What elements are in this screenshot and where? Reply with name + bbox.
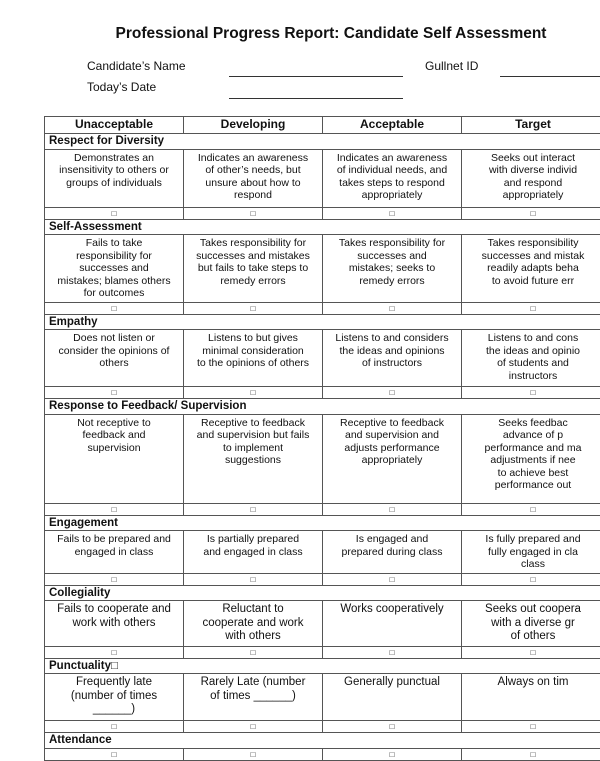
- descriptor-line: mistakes; blames others: [49, 275, 179, 288]
- section-heading-row: [45, 515, 600, 531]
- descriptor-line: respond: [188, 189, 318, 202]
- descriptor-acceptable: [323, 149, 462, 207]
- column-header-target: Target: [462, 117, 600, 134]
- descriptor-line: Fails to take: [49, 237, 179, 250]
- descriptor-developing: [184, 414, 323, 503]
- descriptor-line: to the opinions of others: [188, 357, 318, 370]
- descriptor-line: of other’s needs, but: [188, 164, 318, 177]
- rating-checkbox-unacceptable[interactable]: □: [45, 503, 184, 515]
- descriptor-line: adjustments if nee: [466, 454, 600, 467]
- section-title: Engagement: [45, 515, 600, 531]
- descriptor-line: adjusts performance: [327, 442, 457, 455]
- descriptor-target: [462, 149, 600, 207]
- descriptor-acceptable: [323, 235, 462, 303]
- descriptor-unacceptable: [45, 601, 184, 647]
- descriptor-line: and supervision and: [327, 429, 457, 442]
- rating-checkbox-acceptable[interactable]: □: [323, 207, 462, 219]
- rating-checkbox-target[interactable]: □: [462, 646, 600, 658]
- rating-checkbox-unacceptable[interactable]: □: [45, 573, 184, 585]
- rating-checkbox-acceptable[interactable]: □: [323, 748, 462, 760]
- descriptor-developing: [184, 601, 323, 647]
- descriptor-line: Indicates an awareness: [327, 152, 457, 165]
- descriptor-target: [462, 330, 600, 387]
- descriptor-line: Receptive to feedback: [188, 417, 318, 430]
- descriptor-target: [462, 674, 600, 721]
- descriptor-unacceptable: [45, 414, 184, 503]
- descriptor-line: instructors: [466, 370, 600, 383]
- rating-checkbox-unacceptable[interactable]: □: [45, 207, 184, 219]
- descriptor-developing: [184, 235, 323, 303]
- descriptor-line: Generally punctual: [327, 676, 457, 690]
- rating-checkbox-target[interactable]: □: [462, 503, 600, 515]
- rating-checkbox-target[interactable]: □: [462, 721, 600, 733]
- descriptor-line: but fails to take steps to: [188, 262, 318, 275]
- rating-checkbox-unacceptable[interactable]: □: [45, 721, 184, 733]
- section-heading-row: [45, 314, 600, 330]
- rating-checkbox-acceptable[interactable]: □: [323, 573, 462, 585]
- descriptor-line: Receptive to feedback: [327, 417, 457, 430]
- descriptor-line: readily adapts beha: [466, 262, 600, 275]
- column-header-developing: Developing: [184, 117, 323, 134]
- descriptor-line: Takes responsibility for: [188, 237, 318, 250]
- descriptor-line: Listens to but gives: [188, 332, 318, 345]
- section-heading-row: [45, 658, 600, 674]
- rating-checkbox-unacceptable[interactable]: □: [45, 748, 184, 760]
- descriptor-line: cooperate and work: [188, 617, 318, 631]
- checkbox-row: [45, 573, 600, 585]
- descriptor-line: successes and mistak: [466, 250, 600, 263]
- todays-date-label: Today’s Date: [87, 80, 156, 94]
- descriptor-line: appropriately: [327, 189, 457, 202]
- rating-checkbox-developing[interactable]: □: [184, 302, 323, 314]
- descriptor-line: insensitivity to others or: [49, 164, 179, 177]
- descriptor-line: of times ______): [188, 690, 318, 704]
- descriptor-line: fully engaged in cla: [466, 546, 600, 559]
- rating-checkbox-target[interactable]: □: [462, 207, 600, 219]
- descriptor-line: class: [466, 558, 600, 571]
- section-title: Empathy: [45, 314, 600, 330]
- descriptor-line: of others: [466, 630, 600, 644]
- descriptor-line: minimal consideration: [188, 345, 318, 358]
- rating-checkbox-developing[interactable]: □: [184, 646, 323, 658]
- descriptor-acceptable: [323, 414, 462, 503]
- descriptor-acceptable: [323, 330, 462, 387]
- descriptor-line: Is engaged and: [327, 533, 457, 546]
- descriptor-line: advance of p: [466, 429, 600, 442]
- descriptor-line: appropriately: [466, 189, 600, 202]
- descriptor-line: engaged in class: [49, 546, 179, 559]
- rating-checkbox-developing[interactable]: □: [184, 503, 323, 515]
- rating-checkbox-acceptable[interactable]: □: [323, 721, 462, 733]
- descriptor-line: work with others: [49, 617, 179, 631]
- descriptor-line: supervision: [49, 442, 179, 455]
- descriptor-line: feedback and: [49, 429, 179, 442]
- descriptor-line: successes and mistakes: [188, 250, 318, 263]
- descriptor-line: Seeks out interact: [466, 152, 600, 165]
- descriptor-developing: [184, 330, 323, 387]
- section-title: Respect for Diversity: [45, 134, 600, 150]
- descriptor-unacceptable: [45, 149, 184, 207]
- assessment-rubric-table: [44, 116, 600, 761]
- descriptor-line: (number of times: [49, 690, 179, 704]
- descriptor-line: mistakes; seeks to: [327, 262, 457, 275]
- descriptor-row: [45, 674, 600, 721]
- checkbox-row: [45, 503, 600, 515]
- section-heading-row: [45, 733, 600, 749]
- rating-checkbox-developing[interactable]: □: [184, 573, 323, 585]
- candidate-name-label: Candidate’s Name: [87, 59, 186, 73]
- descriptor-line: Listens to and cons: [466, 332, 600, 345]
- rating-checkbox-target[interactable]: □: [462, 302, 600, 314]
- descriptor-line: takes steps to respond: [327, 177, 457, 190]
- column-header-unacceptable: Unacceptable: [45, 117, 184, 134]
- descriptor-developing: [184, 531, 323, 574]
- descriptor-line: of individual needs, and: [327, 164, 457, 177]
- descriptor-line: with others: [188, 630, 318, 644]
- rating-checkbox-unacceptable[interactable]: □: [45, 646, 184, 658]
- rating-checkbox-target[interactable]: □: [462, 573, 600, 585]
- section-heading-row: [45, 219, 600, 235]
- descriptor-row: [45, 531, 600, 574]
- descriptor-line: suggestions: [188, 454, 318, 467]
- rating-checkbox-developing[interactable]: □: [184, 748, 323, 760]
- descriptor-line: appropriately: [327, 454, 457, 467]
- checkbox-row: [45, 646, 600, 658]
- descriptor-line: Fails to cooperate and: [49, 603, 179, 617]
- descriptor-line: the ideas and opinio: [466, 345, 600, 358]
- descriptor-line: Listens to and considers: [327, 332, 457, 345]
- descriptor-line: and respond: [466, 177, 600, 190]
- rating-checkbox-acceptable[interactable]: □: [323, 646, 462, 658]
- descriptor-line: Demonstrates an: [49, 152, 179, 165]
- descriptor-line: Seeks out coopera: [466, 603, 600, 617]
- descriptor-line: to implement: [188, 442, 318, 455]
- section-title: Punctuality□: [45, 658, 600, 674]
- descriptor-acceptable: [323, 531, 462, 574]
- descriptor-line: remedy errors: [188, 275, 318, 288]
- rating-checkbox-target[interactable]: □: [462, 748, 600, 760]
- descriptor-row: [45, 601, 600, 647]
- descriptor-line: Frequently late: [49, 676, 179, 690]
- todays-date-line[interactable]: [229, 98, 403, 99]
- descriptor-line: successes and: [49, 262, 179, 275]
- descriptor-line: Fails to be prepared and: [49, 533, 179, 546]
- descriptor-developing: [184, 674, 323, 721]
- descriptor-line: for outcomes: [49, 287, 179, 300]
- descriptor-line: with diverse individ: [466, 164, 600, 177]
- column-header-acceptable: Acceptable: [323, 117, 462, 134]
- descriptor-line: performance out: [466, 479, 600, 492]
- descriptor-acceptable: [323, 674, 462, 721]
- descriptor-line: performance and ma: [466, 442, 600, 455]
- descriptor-line: successes and: [327, 250, 457, 263]
- rating-checkbox-unacceptable[interactable]: □: [45, 302, 184, 314]
- checkbox-row: [45, 207, 600, 219]
- descriptor-unacceptable: [45, 531, 184, 574]
- descriptor-acceptable: [323, 601, 462, 647]
- checkbox-row: [45, 721, 600, 733]
- rating-checkbox-acceptable[interactable]: □: [323, 302, 462, 314]
- descriptor-line: consider the opinions of: [49, 345, 179, 358]
- rating-checkbox-developing[interactable]: □: [184, 207, 323, 219]
- descriptor-line: Not receptive to: [49, 417, 179, 430]
- rubric-header-row: [45, 117, 600, 134]
- descriptor-line: remedy errors: [327, 275, 457, 288]
- rating-checkbox-target[interactable]: □: [462, 387, 600, 399]
- descriptor-line: to avoid future err: [466, 275, 600, 288]
- section-heading-row: [45, 585, 600, 601]
- descriptor-line: of instructors: [327, 357, 457, 370]
- descriptor-target: [462, 414, 600, 503]
- descriptor-line: Is fully prepared and: [466, 533, 600, 546]
- descriptor-line: of students and: [466, 357, 600, 370]
- descriptor-line: Does not listen or: [49, 332, 179, 345]
- descriptor-line: with a diverse gr: [466, 617, 600, 631]
- report-title: Professional Progress Report: Candidate Self Assessment: [0, 25, 600, 43]
- descriptor-line: Always on tim: [466, 676, 600, 690]
- section-title: Collegiality: [45, 585, 600, 601]
- descriptor-line: Is partially prepared: [188, 533, 318, 546]
- section-title: Response to Feedback/ Supervision: [45, 399, 600, 415]
- rating-checkbox-acceptable[interactable]: □: [323, 387, 462, 399]
- descriptor-row: [45, 149, 600, 207]
- section-heading-row: [45, 134, 600, 150]
- descriptor-line: and supervision but fails: [188, 429, 318, 442]
- section-title: Self-Assessment: [45, 219, 600, 235]
- checkbox-row: [45, 748, 600, 760]
- rating-checkbox-unacceptable[interactable]: □: [45, 387, 184, 399]
- rating-checkbox-developing[interactable]: □: [184, 721, 323, 733]
- candidate-name-line[interactable]: [229, 76, 403, 77]
- descriptor-line: Takes responsibility: [466, 237, 600, 250]
- descriptor-line: Indicates an awareness: [188, 152, 318, 165]
- checkbox-row: [45, 302, 600, 314]
- descriptor-target: [462, 531, 600, 574]
- descriptor-target: [462, 601, 600, 647]
- descriptor-line: prepared during class: [327, 546, 457, 559]
- descriptor-line: the ideas and opinions: [327, 345, 457, 358]
- section-heading-row: [45, 399, 600, 415]
- gullnet-id-label: Gullnet ID: [425, 59, 478, 73]
- descriptor-row: [45, 414, 600, 503]
- descriptor-line: Reluctant to: [188, 603, 318, 617]
- gullnet-id-line[interactable]: [500, 76, 600, 77]
- descriptor-unacceptable: [45, 235, 184, 303]
- descriptor-line: Seeks feedbac: [466, 417, 600, 430]
- descriptor-line: responsibility for: [49, 250, 179, 263]
- descriptor-row: [45, 330, 600, 387]
- descriptor-unacceptable: [45, 674, 184, 721]
- descriptor-line: ______): [49, 703, 179, 717]
- descriptor-developing: [184, 149, 323, 207]
- rating-checkbox-acceptable[interactable]: □: [323, 503, 462, 515]
- descriptor-line: Takes responsibility for: [327, 237, 457, 250]
- rating-checkbox-developing[interactable]: □: [184, 387, 323, 399]
- descriptor-target: [462, 235, 600, 303]
- descriptor-line: to achieve best: [466, 467, 600, 480]
- descriptor-line: and engaged in class: [188, 546, 318, 559]
- descriptor-line: Rarely Late (number: [188, 676, 318, 690]
- section-title: Attendance: [45, 733, 600, 749]
- descriptor-line: Works cooperatively: [327, 603, 457, 617]
- descriptor-unacceptable: [45, 330, 184, 387]
- descriptor-row: [45, 235, 600, 303]
- descriptor-line: groups of individuals: [49, 177, 179, 190]
- checkbox-row: [45, 387, 600, 399]
- descriptor-line: unsure about how to: [188, 177, 318, 190]
- descriptor-line: others: [49, 357, 179, 370]
